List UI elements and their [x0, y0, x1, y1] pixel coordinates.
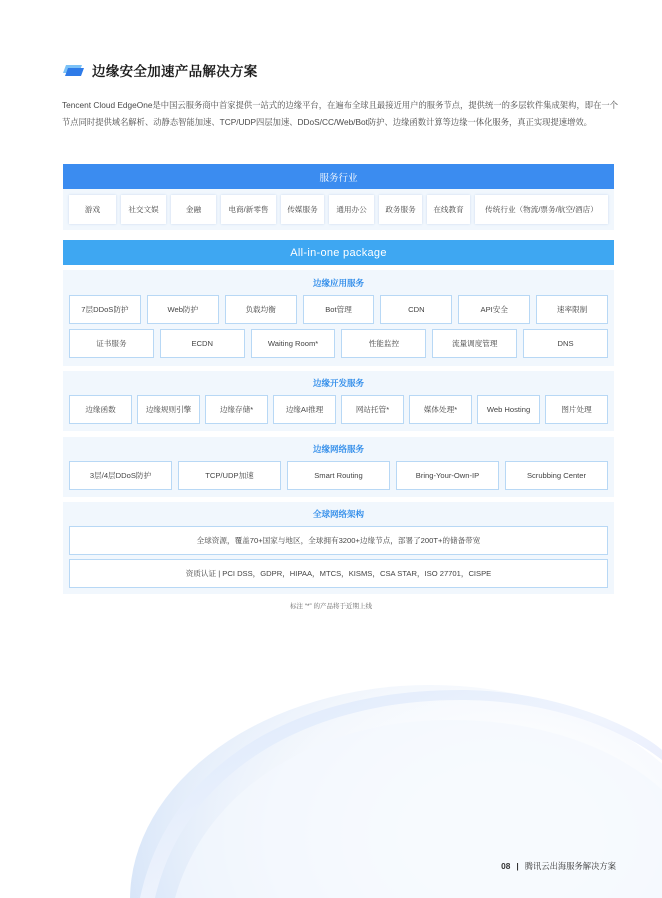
edge-application-services — [63, 270, 614, 366]
service-chip: 网站托管* — [341, 395, 404, 424]
industry-item: 在线教育 — [427, 195, 470, 224]
edge-app-row-1 — [69, 295, 608, 324]
industry-item: 传统行业（物流/票务/航空/酒店） — [475, 195, 608, 224]
service-chip: Bring-Your-Own-IP — [396, 461, 499, 490]
service-chip: 3层/4层DDoS防护 — [69, 461, 172, 490]
global-network-architecture — [63, 502, 614, 594]
asterisk-footnote: 标注 “*” 的产品将于近期上线 — [290, 603, 372, 610]
service-chip: 边缘存储* — [205, 395, 268, 424]
edge-dev-row — [69, 395, 608, 424]
service-chip: 边缘规则引擎 — [137, 395, 200, 424]
page-number: 08 — [501, 861, 511, 871]
edge-app-row-2 — [69, 329, 608, 358]
service-chip: Scrubbing Center — [505, 461, 608, 490]
service-chip: 速率限制 — [536, 295, 608, 324]
industry-list — [63, 189, 614, 230]
edge-development-services — [63, 371, 614, 431]
service-chip: TCP/UDP加速 — [178, 461, 281, 490]
industry-title: 服务行业 — [319, 172, 358, 184]
service-chip: 性能监控 — [341, 329, 426, 358]
page-title: 边缘安全加速产品解决方案 — [92, 64, 258, 79]
industry-item: 游戏 — [69, 195, 116, 224]
service-chip: 流量调度管理 — [432, 329, 517, 358]
service-chip: ECDN — [160, 329, 245, 358]
service-chip: 7层DDoS防护 — [69, 295, 141, 324]
service-chip: 证书服务 — [69, 329, 154, 358]
service-chip: Waiting Room* — [251, 329, 336, 358]
service-chip: 边缘函数 — [69, 395, 132, 424]
service-chip: 媒体处理* — [409, 395, 472, 424]
global-resources-box: 全球资源，覆盖70+国家与地区，全球拥有3200+边缘节点，部署了200T+的储备带宽 — [69, 526, 608, 555]
service-chip: API安全 — [458, 295, 530, 324]
industry-item: 金融 — [171, 195, 216, 224]
service-chip: 负载均衡 — [225, 295, 297, 324]
stacked-layers-icon — [62, 63, 84, 77]
industry-item: 社交文娱 — [121, 195, 166, 224]
all-in-one-title: All-in-one package — [290, 246, 387, 259]
service-chip: CDN — [380, 295, 452, 324]
edge-app-title: 边缘应用服务 — [312, 278, 364, 288]
industry-item: 政务服务 — [379, 195, 422, 224]
industry-item: 传媒服务 — [281, 195, 324, 224]
service-chip: 边缘AI推理 — [273, 395, 336, 424]
service-chip: DNS — [523, 329, 608, 358]
edge-network-services — [63, 437, 614, 497]
edge-net-title: 边缘网络服务 — [312, 444, 364, 454]
industry-item: 电商/新零售 — [221, 195, 276, 224]
certifications-box: 资质认证 | PCI DSS，GDPR，HIPAA，MTCS，KISMS，CSA STAR，ISO 27701，CISPE — [69, 559, 608, 588]
global-net-title: 全球网络架构 — [312, 509, 364, 519]
edge-net-row — [69, 461, 608, 490]
service-chip: Web Hosting — [477, 395, 540, 424]
footer-separator: | — [516, 861, 519, 871]
industry-item: 通用办公 — [329, 195, 374, 224]
service-chip: Bot管理 — [303, 295, 375, 324]
service-chip: Smart Routing — [287, 461, 390, 490]
all-in-one-header-bar — [63, 240, 614, 265]
edge-dev-title: 边缘开发服务 — [312, 378, 364, 388]
service-chip: 图片处理 — [545, 395, 608, 424]
intro-paragraph: Tencent Cloud EdgeOne是中国云服务商中首家提供一站式的边缘平台，在遍布全球且最接近用户的服务节点，提供统一的多层软件集成架构，即在一个节点同时提供域名解析、动静态智能加速、TCP/UDP四层加速、DDoS/CC/Web/Bot防护、边缘函数计算等边缘一体化服务，真正实现提速增效。 — [62, 100, 618, 127]
section-header — [62, 60, 258, 80]
service-chip: Web防护 — [147, 295, 219, 324]
page-footer — [501, 860, 616, 872]
document-title: 腾讯云出海服务解决方案 — [524, 861, 616, 871]
industry-header-bar — [63, 164, 614, 189]
